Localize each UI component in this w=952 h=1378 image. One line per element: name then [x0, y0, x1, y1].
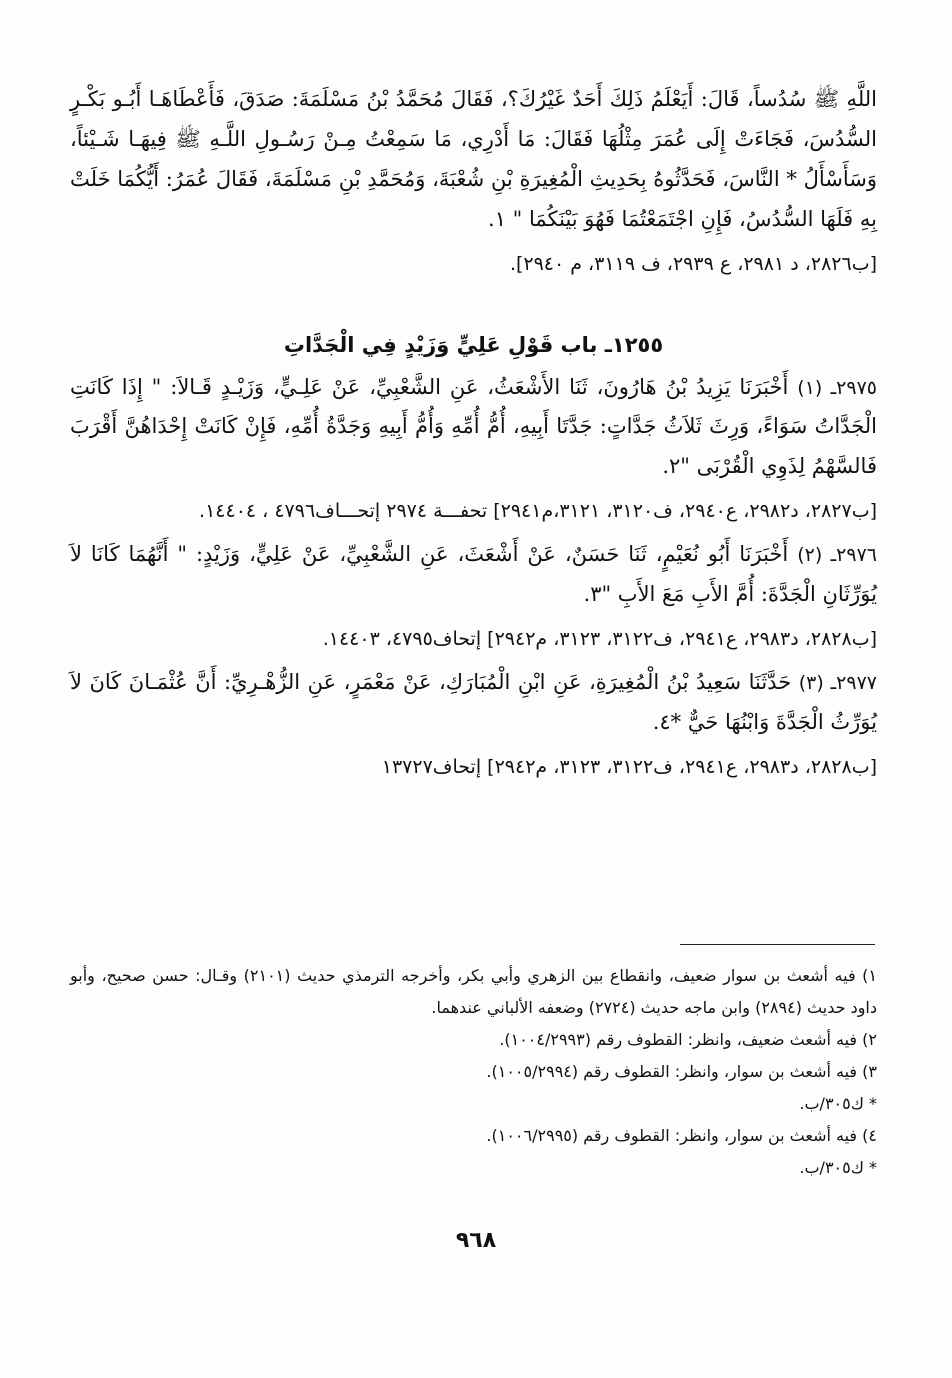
hadith-references: [ب٢٨٢٧، د٢٩٨٢، ع٢٩٤٠، ف٣١٢٠، ٣١٢١،م٢٩٤١] تحفـــة ٢٩٧٤ إتحـــاف٤٧٩٦ ، ١٤٤٠٤. [199, 500, 877, 523]
hadith-number: ٢٩٧٧ـ (٣) [798, 672, 877, 695]
hadith-2977 [70, 663, 877, 743]
hadith-2976 [70, 535, 877, 615]
footnote-marker: * ك٣٠٥/ب. [799, 1094, 877, 1113]
hadith-continuation: اللَّهِ ﷺ سُدُساً، قَالَ: أَيَعْلَمُ ذَلِكَ أَحَدٌ غَيْرُكَ؟، فَقَالَ مُحَمَّدُ بْنُ مَسْلَمَةَ: صَدَقَ، فَأَعْطَاهَـا أَبُـو بَكْـرٍ السُّدُسَ، فَجَاءَتْ إِلَى عُمَرَ مِثْلُهَا فَقَالَ: مَا أَدْرِي، مَا سَمِعْتُ مِـنْ رَسُـولِ اللَّـهِ ﷺ فِيهَـا شَـيْئاً، وَسَأَسْأَلُ * النَّاسَ، فَحَدَّثُوهُ بِحَدِيثِ الْمُغِيرَةِ بْنِ شُعْبَةَ، وَمُحَمَّدِ بْنِ مَسْلَمَةَ، فَقَالَ عُمَرُ: أَيُّكُمَا خَلَتْ بِهِ فَلَهَا السُّدُسُ، فَإِنِ اجْتَمَعْتُمَا فَهُوَ بَيْنَكُمَا " ١. [70, 87, 877, 231]
hadith-references: [ب٢٨٢٨، د٢٩٨٣، ع٢٩٤١، ف٣١٢٢، ٣١٢٣، م٢٩٤٢] إتحاف٤٧٩٥، ١٤٤٠٣. [322, 628, 877, 651]
footnote-4: ٤) فيه أشعث بن سوار، وانظر: القطوف رقم (١٠٠٦/٢٩٩٥). [486, 1126, 877, 1145]
footnote-3: ٣) فيه أشعث بن سوار، وانظر: القطوف رقم (١٠٠٥/٢٩٩٤). [486, 1062, 877, 1081]
hadith-number: ٢٩٧٥ـ (١) [797, 376, 877, 399]
chapter-heading: ١٢٥٥ـ باب قَوْلِ عَلِيٍّ وَزَيْدٍ فِي الْجَدَّاتِ [283, 332, 664, 357]
page-number: ٩٦٨ [455, 1228, 497, 1253]
footnote-2: ٢) فيه أشعث ضعيف، وانظر: القطوف رقم (١٠٠٤/٢٩٩٣). [499, 1030, 877, 1049]
footnotes [70, 960, 877, 1184]
hadith-2975 [70, 368, 877, 488]
hadith-references: [ب٢٨٢٦، د ٢٩٨١، ع ٢٩٣٩، ف ٣١١٩، م ٢٩٤٠]. [509, 252, 877, 275]
footnote-marker: * ك٣٠٥/ب. [799, 1158, 877, 1177]
footnote-1: ١) فيه أشعث بن سوار ضعيف، وانقطاع بين الزهري وأبي بكر، وأخرجه الترمذي حديث (٢١٠١) وقـال: حسن صحيح، وأبو داود حديث (٢٨٩٤) وابن ماجه حديث (٢٧٢٤) وضعفه الألباني عندهما. [70, 966, 877, 1017]
hadith-text: أَخْبَرَنَا يَزِيدُ بْنُ هَارُونَ، ثَنَا الأَشْعَثُ، عَنِ الشَّعْبِيِّ، عَنْ عَلِـيٍّ، وَزَيْـدٍ قَـالاَ: " إِذَا كَانَتِ الْجَدَّاتُ سَوَاءً، وَرِثَ ثَلاَثُ جَدَّاتٍ: جَدَّتَا أَبِيهِ، أُمُّ أُمِّهِ وَأُمُّ أَبِيهِ وَجَدَّةُ أُمِّهِ، فَإِنْ كَانَتْ إِحْدَاهُنَّ أَقْرَبَ فَالسَّهْمُ لِذَوِي الْقُرْبَى "٢. [70, 374, 877, 479]
footnote-divider [680, 944, 875, 945]
hadith-text: أَخْبَرَنَا أَبُو نُعَيْمٍ، ثَنَا حَسَنٌ، عَنْ أَشْعَثَ، عَنِ الشَّعْبِيِّ، عَنْ عَلِيٍّ، وَزَيْدٍ: " أَنَّهُمَا كَانَا لاَ يُوَرِّثَانِ الْجَدَّةَ: أُمَّ الأَبِ مَعَ الأَبِ "٣. [70, 542, 877, 607]
main-text [70, 80, 877, 791]
hadith-text: حَدَّثَنَا سَعِيدُ بْنُ الْمُغِيرَةِ، عَنِ ابْنِ الْمُبَارَكِ، عَنْ مَعْمَرٍ، عَنِ الزُّهْـرِيِّ: أَنَّ عُثْمَـانَ كَانَ لاَ يُوَرِّثُ الْجَدَّةَ وَابْنُهَا حَيٌّ *٤. [70, 670, 877, 735]
hadith-number: ٢٩٧٦ـ (٢) [797, 544, 877, 567]
hadith-references: [ب٢٨٢٨، د٢٩٨٣، ع٢٩٤١، ف٣١٢٢، ٣١٢٣، م٢٩٤٢] إتحاف١٣٧٢٧ [381, 755, 877, 778]
